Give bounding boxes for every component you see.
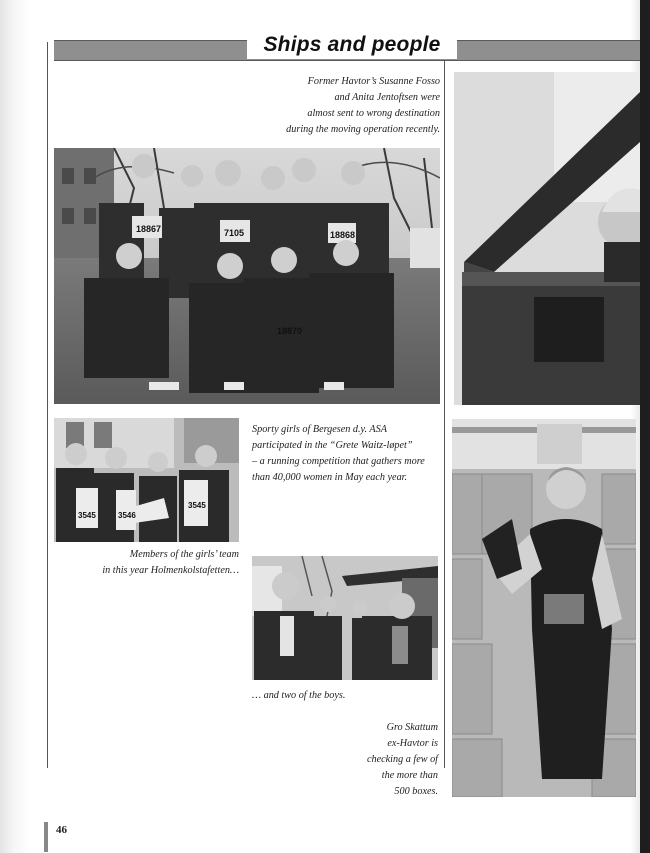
photo-moving-container-image [454, 72, 640, 405]
caption-line: than 40,000 women in May each year. [252, 472, 408, 483]
caption-line: Former Havtor’s Susanne Fosso [307, 76, 440, 87]
caption-gro-skattum [300, 720, 438, 800]
bib-number: 3545 [78, 511, 96, 520]
caption-line: during the moving operation recently. [286, 124, 440, 135]
caption-line: almost sent to wrong destination [307, 108, 440, 119]
caption-line: and Anita Jentoftsen were [334, 92, 440, 103]
caption-line: the more than [381, 770, 438, 781]
caption-line: Gro Skattum [386, 722, 438, 733]
caption-line: … and two of the boys. [252, 690, 346, 701]
page-title: Ships and people [247, 31, 457, 59]
bib-number: 3545 [188, 501, 206, 510]
photo-gro-boxes-image [452, 419, 636, 797]
bib-number: 18870 [277, 326, 303, 336]
caption-line: – a running competition that gathers more [252, 456, 425, 467]
page-number: 46 [56, 824, 67, 836]
caption-line: 500 boxes. [394, 786, 438, 797]
photo-girls-team [54, 418, 239, 542]
bib-number: 18868 [330, 230, 356, 240]
caption-line: checking a few of [366, 754, 438, 765]
photo-moving-container [454, 72, 640, 405]
middle-column-rule [444, 60, 445, 768]
bib-number: 7105 [224, 228, 245, 238]
photo-boys-image [252, 556, 438, 680]
caption-line: in this year Holmenkolstafetten… [102, 565, 239, 576]
caption-girls-team [54, 547, 239, 579]
photo-boys [252, 556, 438, 680]
photo-gro-boxes [452, 419, 636, 797]
caption-line: Sporty girls of Bergesen d.y. ASA [252, 424, 387, 435]
caption-boys [252, 688, 438, 704]
bib-number: 18867 [136, 224, 162, 234]
caption-moving-operation [250, 74, 440, 138]
photo-running-team [54, 148, 440, 404]
caption-line: Members of the girls’ team [129, 549, 239, 560]
caption-line: ex-Havtor is [387, 738, 438, 749]
caption-line: participated in the “Grete Waitz-løpet” [252, 440, 413, 451]
page-edge-shadow [640, 0, 650, 853]
page-number-bar [44, 822, 48, 852]
left-column-rule [47, 42, 48, 768]
photo-girls-team-image [54, 418, 239, 542]
caption-grete-waitz [252, 422, 442, 486]
bib-number: 3546 [118, 511, 136, 520]
photo-running-team-image [54, 148, 440, 404]
